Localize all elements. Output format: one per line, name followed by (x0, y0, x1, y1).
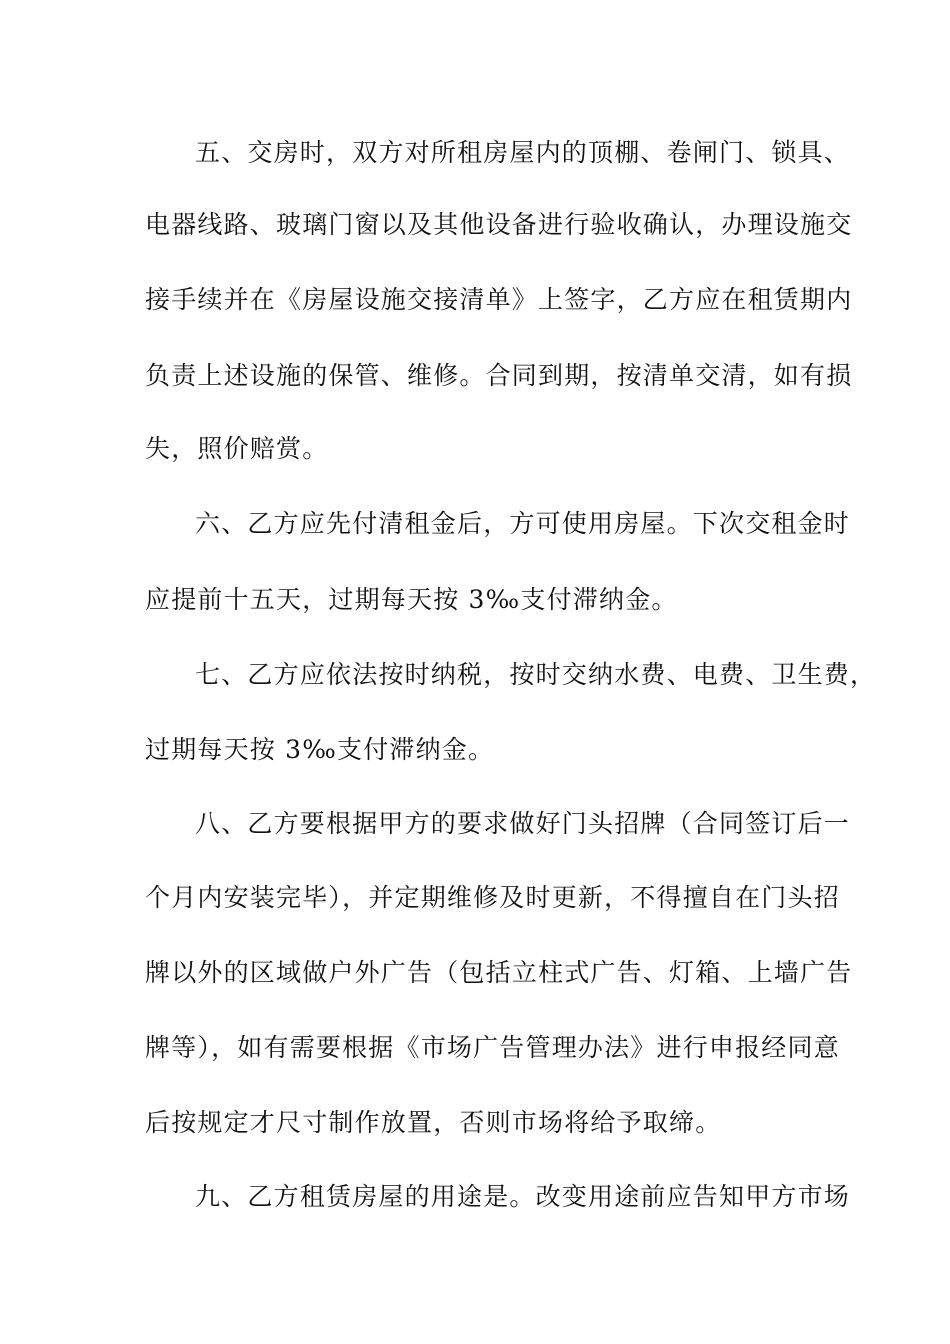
clause-8-line-4: 牌等），如有需要根据《市场广告管理办法》进行申报经同意 (145, 1033, 840, 1062)
clause-7-line-1: 七、乙方应依法按时纳税，按时交纳水费、电费、卫生费， (195, 660, 877, 689)
clause-5-line-1: 五、交房时，双方对所租房屋内的顶棚、卷闸门、锁具、 (195, 138, 851, 167)
clause-8-line-5: 后按规定才尺寸制作放置，否则市场将给予取缔。 (145, 1108, 722, 1137)
clause-8-line-2: 个月内安装完毕），并定期维修及时更新，不得擅自在门头招 (145, 883, 840, 912)
clause-9-line-1: 九、乙方租赁房屋的用途是。改变用途前应告知甲方市场 (195, 1182, 851, 1211)
clause-8-line-1: 八、乙方要根据甲方的要求做好门头招牌（合同签订后一 (195, 809, 851, 838)
clause-6-line-1: 六、乙方应先付清租金后，方可使用房屋。下次交租金时 (195, 509, 851, 538)
clause-5-line-5: 失，照价赔赏。 (145, 434, 329, 463)
clause-5-line-4: 负责上述设施的保管、维修。合同到期，按清单交清，如有损 (145, 361, 853, 390)
clause-5-line-2: 电器线路、玻璃门窗以及其他设备进行验收确认，办理设施交 (145, 210, 853, 239)
clause-8-line-3: 牌以外的区域做户外广告（包括立柱式广告、灯箱、上墙广告 (145, 958, 853, 987)
clause-6-line-2: 应提前十五天，过期每天按 3‰支付滞纳金。 (145, 585, 678, 614)
clause-5-line-3: 接手续并在《房屋设施交接清单》上签字，乙方应在租赁期内 (145, 285, 853, 314)
clause-7-line-2: 过期每天按 3‰支付滞纳金。 (145, 735, 495, 764)
